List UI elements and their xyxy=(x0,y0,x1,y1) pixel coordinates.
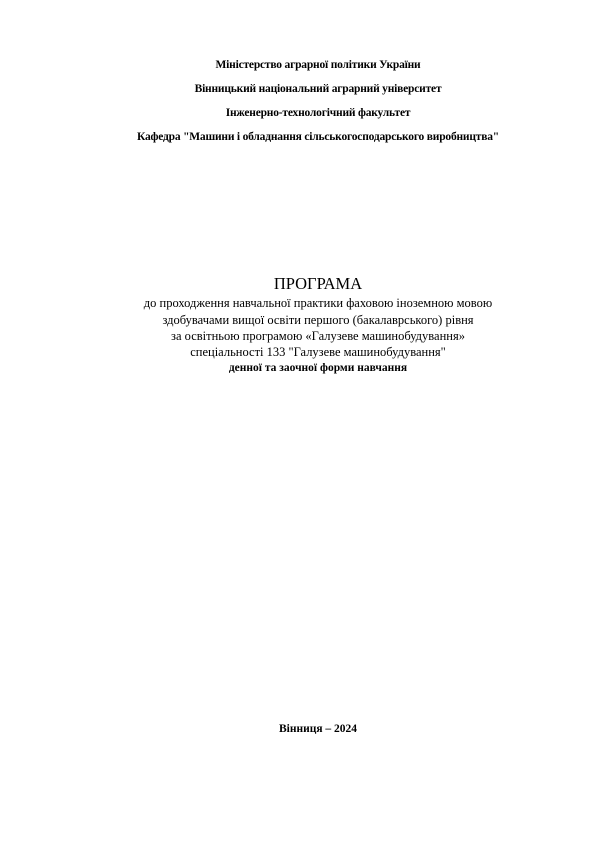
program-line-2: здобувачами вищої освіти першого (бакалаврського) рівня xyxy=(162,313,474,327)
ministry-name: Міністерство аграрної політики України xyxy=(215,59,421,71)
faculty-name: Інженерно-технологічний факультет xyxy=(225,107,411,119)
study-form: денної та заочної форми навчання xyxy=(228,362,408,374)
program-line-3: за освітньою програмою «Галузеве машинобудування» xyxy=(171,329,465,343)
program-line-1: до проходження навчальної практики фаховою іноземною мовою xyxy=(143,296,493,310)
department-name: Кафедра "Машини і обладнання сільськогосподарського виробництва" xyxy=(137,131,499,143)
place-and-year: Вінниця – 2024 xyxy=(278,723,358,735)
document-title: ПРОГРАМА xyxy=(273,274,363,293)
university-name: Вінницький національний аграрний університет xyxy=(194,83,442,95)
program-line-4: спеціальності 133 "Галузеве машинобудування" xyxy=(190,345,446,359)
